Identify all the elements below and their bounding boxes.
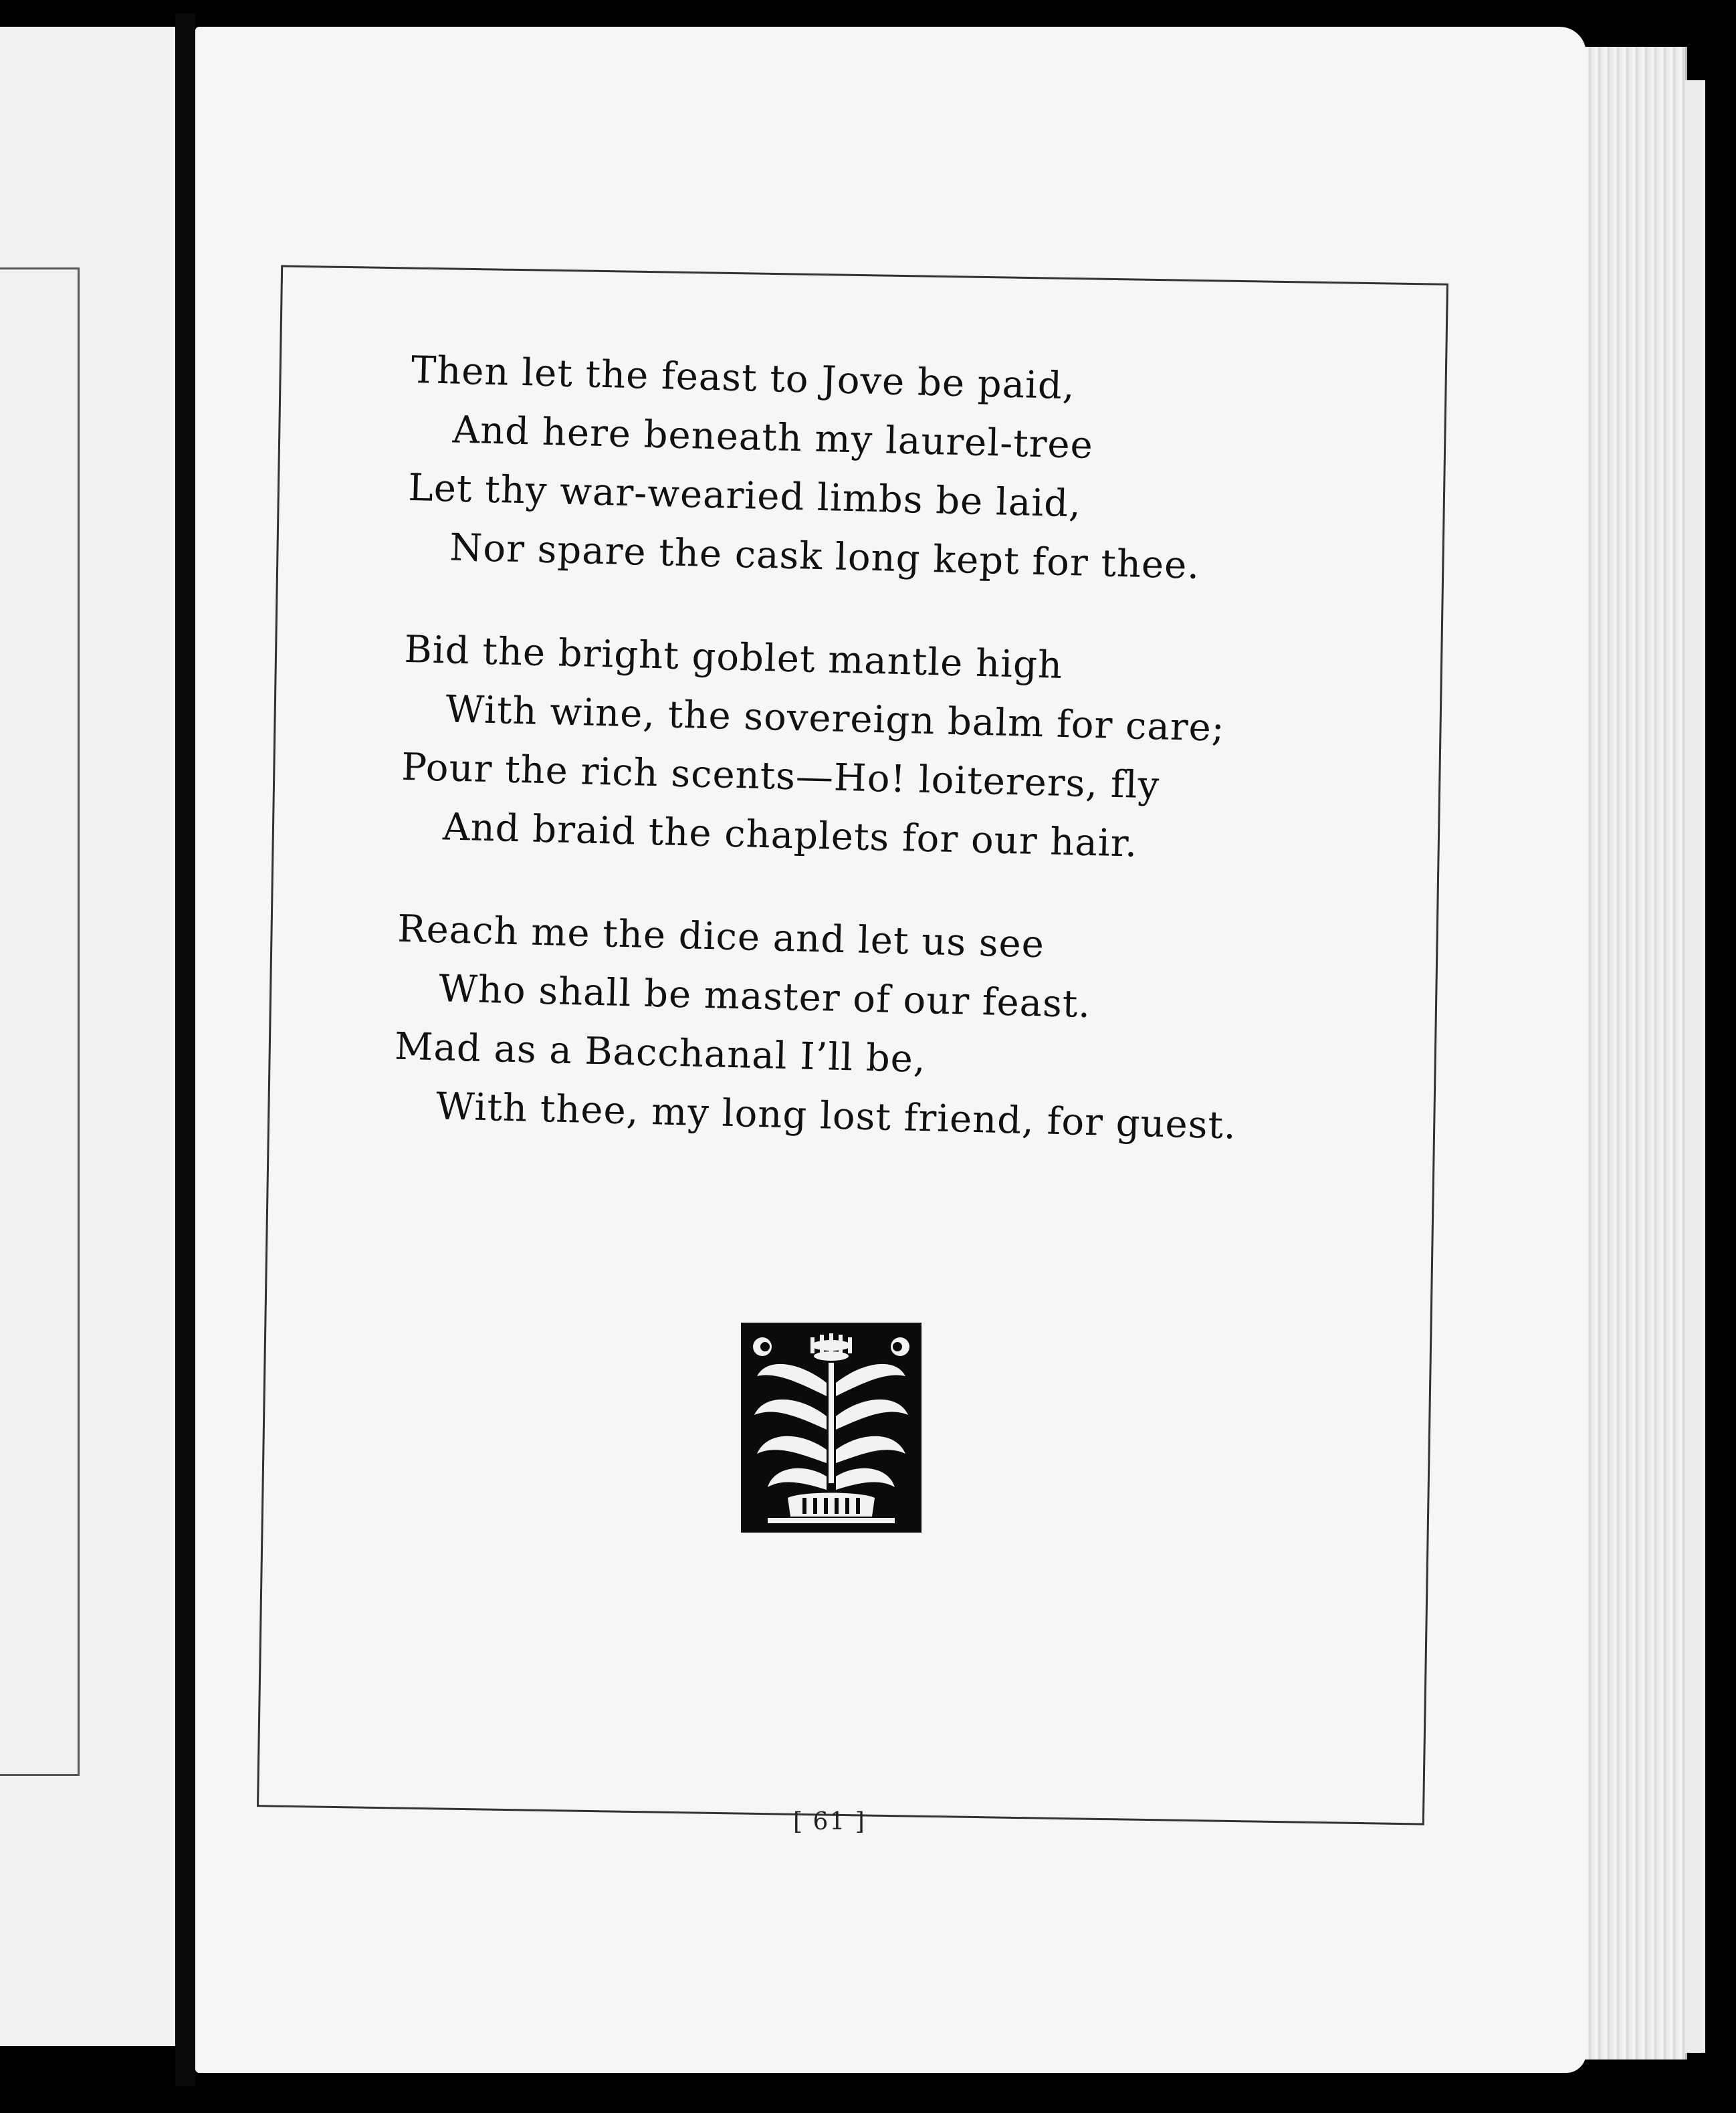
stanza: [406, 341, 1414, 601]
page-number: [ 61 ]: [793, 1808, 866, 1836]
poem-line: Then let the feast to Jove be paid,: [411, 348, 1076, 409]
floral-vase-ornament-icon: [741, 1323, 921, 1533]
poem-line: Bid the bright goblet mantle high: [403, 627, 1063, 687]
poem-line: Pour the rich scents—Ho! loiterers, fly: [401, 745, 1160, 808]
poem-line: Reach me the dice and let us see: [397, 907, 1045, 967]
poem-line: And braid the chaplets for our hair.: [442, 805, 1138, 866]
poem-line: Let thy war-wearied limbs be laid,: [407, 465, 1082, 526]
left-facing-page: [0, 27, 178, 2046]
poem-line: Nor spare the cask long kept for thee.: [449, 526, 1200, 588]
stanza: [399, 621, 1408, 881]
poem-line: Who shall be master of our feast.: [438, 967, 1091, 1027]
page-edge-outer: [1685, 80, 1705, 2053]
poem-line: With thee, my long lost friend, for guest.: [435, 1085, 1237, 1148]
poem-line: And here beneath my laurel-tree: [451, 408, 1094, 467]
left-page-frame: [0, 267, 80, 1776]
poem-line: Mad as a Bacchanal I’ll be,: [394, 1024, 927, 1082]
poem: [391, 341, 1414, 1204]
stanza: [393, 900, 1401, 1160]
poem-line: With wine, the sovereign balm for care;: [445, 687, 1226, 750]
book-gutter: [175, 13, 195, 2086]
